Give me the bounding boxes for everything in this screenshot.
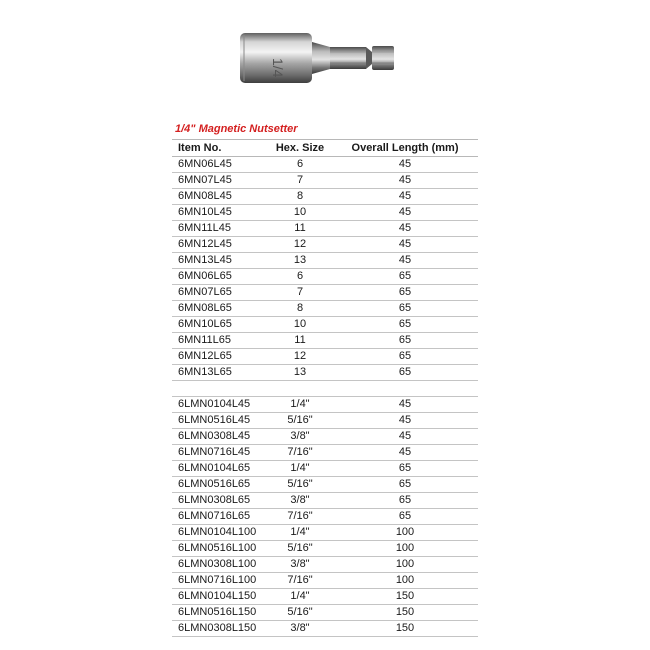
overall-length: 150 (332, 621, 478, 637)
table-row (172, 573, 478, 589)
item-no: 6MN08L65 (172, 301, 268, 317)
item-no: 6MN08L45 (172, 189, 268, 205)
item-no: 6LMN0308L100 (172, 557, 268, 573)
item-no: 6LMN0104L45 (172, 397, 268, 413)
hex-size: 3/8" (268, 557, 332, 573)
item-no: 6LMN0104L65 (172, 461, 268, 477)
table-row (172, 413, 478, 429)
item-no: 6LMN0104L150 (172, 589, 268, 605)
item-no: 6MN12L65 (172, 349, 268, 365)
hex-tip (372, 46, 394, 70)
table-row (172, 365, 478, 381)
item-no: 6MN13L45 (172, 253, 268, 269)
table-row (172, 349, 478, 365)
item-no: 6MN06L65 (172, 269, 268, 285)
overall-length: 45 (332, 205, 478, 221)
item-no: 6LMN0308L45 (172, 429, 268, 445)
hex-size: 8 (268, 301, 332, 317)
hex-size: 12 (268, 349, 332, 365)
table-row (172, 237, 478, 253)
item-no: 6MN12L45 (172, 237, 268, 253)
overall-length: 45 (332, 397, 478, 413)
hex-size: 5/16" (268, 605, 332, 621)
nutsetter-illustration (238, 30, 418, 86)
item-no: 6LMN0716L100 (172, 573, 268, 589)
table-row (172, 397, 478, 413)
table-row (172, 269, 478, 285)
hex-size: 13 (268, 365, 332, 381)
table-row (172, 429, 478, 445)
hex-size: 10 (268, 317, 332, 333)
overall-length: 65 (332, 493, 478, 509)
engraving-mark: 1/4 (270, 58, 286, 78)
nutsetter-product-image (238, 30, 418, 86)
item-no: 6MN11L45 (172, 221, 268, 237)
overall-length: 45 (332, 429, 478, 445)
table-title: 1/4" Magnetic Nutsetter (175, 123, 298, 135)
table-row (172, 477, 478, 493)
metric-rows (172, 157, 478, 397)
header-item-no: Item No. (172, 140, 268, 157)
table-row (172, 333, 478, 349)
item-no: 6MN10L65 (172, 317, 268, 333)
overall-length: 45 (332, 253, 478, 269)
hex-size: 6 (268, 269, 332, 285)
hex-size: 1/4" (268, 589, 332, 605)
overall-length: 65 (332, 477, 478, 493)
overall-length: 65 (332, 349, 478, 365)
hex-size: 7 (268, 173, 332, 189)
item-no: 6LMN0716L65 (172, 509, 268, 525)
group-spacer-row (172, 381, 478, 397)
item-no: 6LMN0516L45 (172, 413, 268, 429)
item-no: 6LMN0308L65 (172, 493, 268, 509)
overall-length: 65 (332, 317, 478, 333)
item-no: 6MN13L65 (172, 365, 268, 381)
table-row (172, 301, 478, 317)
hex-size: 1/4" (268, 461, 332, 477)
hex-shank (330, 47, 366, 69)
table-row (172, 621, 478, 637)
hex-size: 1/4" (268, 397, 332, 413)
item-no: 6MN06L45 (172, 157, 268, 173)
header-row (172, 140, 478, 157)
header-hex-size: Hex. Size (268, 140, 332, 157)
table-row (172, 221, 478, 237)
spacer-cell (172, 381, 268, 397)
item-no: 6LMN0308L150 (172, 621, 268, 637)
table-row (172, 253, 478, 269)
hex-size: 12 (268, 237, 332, 253)
overall-length: 45 (332, 221, 478, 237)
hex-size: 13 (268, 253, 332, 269)
hex-size: 3/8" (268, 429, 332, 445)
hex-size: 10 (268, 205, 332, 221)
hex-size: 11 (268, 221, 332, 237)
item-no: 6MN10L45 (172, 205, 268, 221)
table-row (172, 541, 478, 557)
taper-neck (312, 42, 330, 74)
overall-length: 100 (332, 557, 478, 573)
overall-length: 65 (332, 461, 478, 477)
hex-size: 6 (268, 157, 332, 173)
overall-length: 65 (332, 301, 478, 317)
spec-table (172, 139, 478, 637)
overall-length: 65 (332, 333, 478, 349)
overall-length: 100 (332, 525, 478, 541)
overall-length: 65 (332, 285, 478, 301)
spacer-cell (268, 381, 332, 397)
hex-size: 5/16" (268, 541, 332, 557)
spacer-cell (332, 381, 478, 397)
overall-length: 65 (332, 365, 478, 381)
hex-size: 5/16" (268, 477, 332, 493)
table-row (172, 605, 478, 621)
item-no: 6LMN0516L65 (172, 477, 268, 493)
item-no: 6MN07L45 (172, 173, 268, 189)
overall-length: 45 (332, 237, 478, 253)
table-row (172, 461, 478, 477)
table-row (172, 189, 478, 205)
overall-length: 150 (332, 605, 478, 621)
table-row (172, 589, 478, 605)
spec-sheet (172, 122, 478, 637)
table-row (172, 557, 478, 573)
overall-length: 100 (332, 573, 478, 589)
table-row (172, 285, 478, 301)
table-row (172, 493, 478, 509)
hex-size: 7/16" (268, 573, 332, 589)
shank-groove (366, 47, 372, 69)
table-row (172, 173, 478, 189)
hex-size: 7 (268, 285, 332, 301)
overall-length: 150 (332, 589, 478, 605)
overall-length: 45 (332, 413, 478, 429)
overall-length: 100 (332, 541, 478, 557)
hex-size: 1/4" (268, 525, 332, 541)
imperial-rows (172, 397, 478, 637)
hex-size: 7/16" (268, 509, 332, 525)
table-row (172, 445, 478, 461)
table-row (172, 509, 478, 525)
hex-size: 5/16" (268, 413, 332, 429)
table-row (172, 317, 478, 333)
item-no: 6MN11L65 (172, 333, 268, 349)
overall-length: 45 (332, 189, 478, 205)
hex-size: 11 (268, 333, 332, 349)
table-row (172, 525, 478, 541)
overall-length: 45 (332, 173, 478, 189)
hex-size: 8 (268, 189, 332, 205)
item-no: 6LMN0516L100 (172, 541, 268, 557)
overall-length: 45 (332, 157, 478, 173)
overall-length: 65 (332, 509, 478, 525)
hex-size: 3/8" (268, 493, 332, 509)
item-no: 6MN07L65 (172, 285, 268, 301)
item-no: 6LMN0716L45 (172, 445, 268, 461)
overall-length: 65 (332, 269, 478, 285)
item-no: 6LMN0104L100 (172, 525, 268, 541)
table-row (172, 205, 478, 221)
header-overall-length: Overall Length (mm) (332, 140, 478, 157)
table-row (172, 157, 478, 173)
hex-size: 7/16" (268, 445, 332, 461)
hex-size: 3/8" (268, 621, 332, 637)
overall-length: 45 (332, 445, 478, 461)
item-no: 6LMN0516L150 (172, 605, 268, 621)
